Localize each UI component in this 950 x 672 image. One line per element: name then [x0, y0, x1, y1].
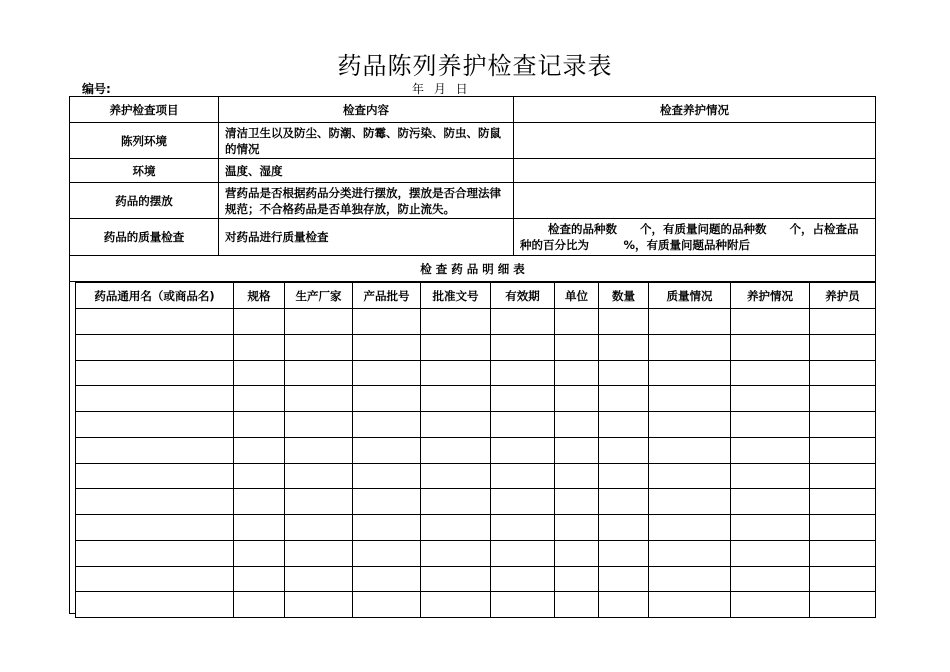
detail-cell[interactable] — [76, 540, 234, 566]
detail-cell[interactable] — [555, 515, 599, 541]
detail-cell[interactable] — [810, 515, 876, 541]
detail-cell[interactable] — [649, 412, 731, 438]
detail-cell[interactable] — [599, 386, 649, 412]
detail-cell[interactable] — [810, 489, 876, 515]
content-cell: 营药品是否根据药品分类进行摆放，摆放是否合理法律规范；不合格药品是否单独存放，防止流失。 — [219, 183, 514, 219]
detail-cell[interactable] — [555, 412, 599, 438]
detail-cell[interactable] — [555, 540, 599, 566]
status-cell[interactable] — [514, 183, 876, 219]
detail-cell[interactable] — [649, 515, 731, 541]
table-row — [76, 437, 876, 463]
detail-cell[interactable] — [353, 540, 421, 566]
detail-cell[interactable] — [353, 386, 421, 412]
header-approval-number: 批准文号 — [421, 283, 491, 309]
detail-cell[interactable] — [731, 463, 810, 489]
detail-cell[interactable] — [491, 540, 555, 566]
inspection-header-row — [70, 97, 876, 123]
detail-cell[interactable] — [421, 592, 491, 618]
detail-cell[interactable] — [555, 334, 599, 360]
detail-cell[interactable] — [491, 309, 555, 335]
code-label: 编号: — [82, 82, 111, 96]
detail-cell[interactable] — [491, 566, 555, 592]
detail-cell[interactable] — [649, 437, 731, 463]
detail-table-title: 检 查 药 品 明 细 表 — [70, 256, 876, 282]
status-cell[interactable] — [514, 159, 876, 183]
status-cell[interactable] — [514, 123, 876, 159]
detail-cell[interactable] — [353, 437, 421, 463]
detail-cell[interactable] — [810, 540, 876, 566]
detail-cell[interactable] — [649, 463, 731, 489]
detail-cell[interactable] — [353, 360, 421, 386]
detail-cell[interactable] — [76, 515, 234, 541]
detail-cell[interactable] — [285, 592, 353, 618]
detail-cell[interactable] — [649, 334, 731, 360]
detail-cell[interactable] — [285, 463, 353, 489]
detail-cell[interactable] — [234, 334, 285, 360]
detail-cell[interactable] — [649, 566, 731, 592]
detail-cell[interactable] — [555, 489, 599, 515]
detail-cell[interactable] — [76, 360, 234, 386]
detail-cell[interactable] — [810, 334, 876, 360]
content-cell: 对药品进行质量检查 — [219, 219, 514, 256]
detail-cell[interactable] — [353, 463, 421, 489]
margin-line — [69, 282, 70, 614]
detail-cell[interactable] — [731, 437, 810, 463]
detail-cell[interactable] — [599, 437, 649, 463]
detail-cell[interactable] — [234, 437, 285, 463]
header-quantity: 数量 — [599, 283, 649, 309]
detail-cell[interactable] — [599, 489, 649, 515]
header-inspection-item: 养护检查项目 — [70, 97, 219, 123]
header-batch-number: 产品批号 — [353, 283, 421, 309]
detail-cell[interactable] — [555, 566, 599, 592]
detail-cell[interactable] — [810, 309, 876, 335]
table-row — [76, 463, 876, 489]
detail-cell[interactable] — [491, 489, 555, 515]
detail-cell[interactable] — [421, 540, 491, 566]
detail-cell[interactable] — [731, 334, 810, 360]
header-manufacturer: 生产厂家 — [285, 283, 353, 309]
detail-cell[interactable] — [421, 334, 491, 360]
table-row — [76, 309, 876, 335]
detail-cell[interactable] — [421, 437, 491, 463]
detail-cell[interactable] — [421, 412, 491, 438]
detail-cell[interactable] — [421, 309, 491, 335]
item-cell: 陈列环境 — [70, 123, 219, 159]
detail-cell[interactable] — [555, 386, 599, 412]
date-label: 年 月 日 — [412, 82, 468, 96]
detail-cell[interactable] — [555, 437, 599, 463]
detail-cell[interactable] — [731, 360, 810, 386]
detail-table — [75, 282, 876, 618]
detail-cell[interactable] — [599, 309, 649, 335]
detail-cell[interactable] — [599, 540, 649, 566]
detail-cell[interactable] — [810, 386, 876, 412]
detail-cell[interactable] — [491, 334, 555, 360]
detail-cell[interactable] — [76, 334, 234, 360]
detail-cell[interactable] — [234, 386, 285, 412]
detail-header-row — [76, 283, 876, 309]
header-inspection-content: 检查内容 — [219, 97, 514, 123]
detail-cell[interactable] — [599, 515, 649, 541]
detail-cell[interactable] — [731, 566, 810, 592]
detail-cell[interactable] — [810, 412, 876, 438]
detail-cell[interactable] — [234, 592, 285, 618]
header-quality: 质量情况 — [649, 283, 731, 309]
detail-cell[interactable] — [285, 309, 353, 335]
detail-cell[interactable] — [491, 437, 555, 463]
detail-cell[interactable] — [285, 360, 353, 386]
detail-cell[interactable] — [649, 386, 731, 412]
detail-cell[interactable] — [421, 566, 491, 592]
detail-cell[interactable] — [234, 515, 285, 541]
detail-cell[interactable] — [285, 412, 353, 438]
detail-cell[interactable] — [555, 309, 599, 335]
detail-cell[interactable] — [421, 386, 491, 412]
detail-cell[interactable] — [285, 489, 353, 515]
detail-cell[interactable] — [285, 334, 353, 360]
header-inspection-status: 检查养护情况 — [514, 97, 876, 123]
table-row — [76, 334, 876, 360]
header-expiry: 有效期 — [491, 283, 555, 309]
detail-cell[interactable] — [285, 386, 353, 412]
detail-cell[interactable] — [491, 360, 555, 386]
table-row — [76, 412, 876, 438]
item-cell: 环境 — [70, 159, 219, 183]
detail-cell[interactable] — [491, 463, 555, 489]
detail-cell[interactable] — [76, 566, 234, 592]
detail-cell[interactable] — [731, 540, 810, 566]
detail-cell[interactable] — [285, 566, 353, 592]
detail-cell[interactable] — [353, 489, 421, 515]
table-row — [70, 219, 876, 256]
detail-cell[interactable] — [285, 437, 353, 463]
detail-cell[interactable] — [76, 309, 234, 335]
detail-cell[interactable] — [421, 515, 491, 541]
detail-cell[interactable] — [649, 309, 731, 335]
header-unit: 单位 — [555, 283, 599, 309]
header-maintenance: 养护情况 — [731, 283, 810, 309]
table-row — [76, 592, 876, 618]
detail-cell[interactable] — [353, 412, 421, 438]
detail-cell[interactable] — [421, 360, 491, 386]
detail-cell[interactable] — [234, 463, 285, 489]
detail-cell[interactable] — [649, 489, 731, 515]
detail-cell[interactable] — [353, 334, 421, 360]
detail-title-row — [70, 256, 876, 282]
detail-cell[interactable] — [234, 540, 285, 566]
detail-cell[interactable] — [731, 386, 810, 412]
detail-cell[interactable] — [555, 463, 599, 489]
detail-cell[interactable] — [731, 489, 810, 515]
header-drug-name: 药品通用名（或商品名) — [76, 283, 234, 309]
detail-cell[interactable] — [76, 592, 234, 618]
detail-cell[interactable] — [599, 412, 649, 438]
detail-cell[interactable] — [731, 515, 810, 541]
table-row — [70, 123, 876, 159]
detail-cell[interactable] — [491, 592, 555, 618]
detail-cell[interactable] — [649, 540, 731, 566]
inspection-table — [69, 96, 876, 282]
detail-cell[interactable] — [285, 540, 353, 566]
table-row — [76, 515, 876, 541]
detail-cell[interactable] — [353, 592, 421, 618]
header-spec: 规格 — [234, 283, 285, 309]
page-title: 药品陈列养护检查记录表 — [337, 52, 613, 80]
detail-cell[interactable] — [599, 592, 649, 618]
detail-cell[interactable] — [491, 386, 555, 412]
detail-cell[interactable] — [810, 360, 876, 386]
table-row — [70, 159, 876, 183]
detail-cell[interactable] — [810, 566, 876, 592]
detail-cell[interactable] — [234, 309, 285, 335]
detail-cell[interactable] — [810, 463, 876, 489]
detail-cell[interactable] — [599, 463, 649, 489]
detail-cell[interactable] — [421, 489, 491, 515]
header-maintainer: 养护员 — [810, 283, 876, 309]
detail-cell[interactable] — [353, 309, 421, 335]
detail-cell[interactable] — [285, 515, 353, 541]
detail-cell[interactable] — [491, 515, 555, 541]
detail-cell[interactable] — [234, 489, 285, 515]
detail-cell[interactable] — [599, 360, 649, 386]
table-row — [76, 540, 876, 566]
detail-cell[interactable] — [234, 360, 285, 386]
content-cell: 温度、湿度 — [219, 159, 514, 183]
item-cell: 药品的摆放 — [70, 183, 219, 219]
detail-cell[interactable] — [234, 566, 285, 592]
table-row — [76, 566, 876, 592]
detail-cell[interactable] — [76, 412, 234, 438]
detail-cell[interactable] — [810, 437, 876, 463]
detail-cell[interactable] — [76, 489, 234, 515]
detail-cell[interactable] — [599, 334, 649, 360]
detail-cell[interactable] — [599, 566, 649, 592]
detail-cell[interactable] — [555, 360, 599, 386]
table-row — [76, 386, 876, 412]
detail-cell[interactable] — [491, 412, 555, 438]
detail-cell[interactable] — [76, 437, 234, 463]
quality-status-cell[interactable]: 检查的品种数 个，有质量问题的品种数 个，占检查品种的百分比为 %，有质量问题品种附后 — [514, 219, 876, 256]
detail-cell[interactable] — [76, 386, 234, 412]
detail-cell[interactable] — [353, 515, 421, 541]
detail-cell[interactable] — [731, 412, 810, 438]
detail-cell[interactable] — [555, 592, 599, 618]
detail-cell[interactable] — [234, 412, 285, 438]
detail-cell[interactable] — [649, 592, 731, 618]
detail-body — [76, 309, 876, 618]
content-cell: 清洁卫生以及防尘、防潮、防霉、防污染、防虫、防鼠的情况 — [219, 123, 514, 159]
detail-cell[interactable] — [76, 463, 234, 489]
detail-cell[interactable] — [731, 592, 810, 618]
detail-cell[interactable] — [731, 309, 810, 335]
detail-cell[interactable] — [421, 463, 491, 489]
table-row — [76, 360, 876, 386]
table-row — [70, 183, 876, 219]
item-cell: 药品的质量检查 — [70, 219, 219, 256]
table-row — [76, 489, 876, 515]
detail-cell[interactable] — [649, 360, 731, 386]
detail-cell[interactable] — [810, 592, 876, 618]
detail-cell[interactable] — [353, 566, 421, 592]
